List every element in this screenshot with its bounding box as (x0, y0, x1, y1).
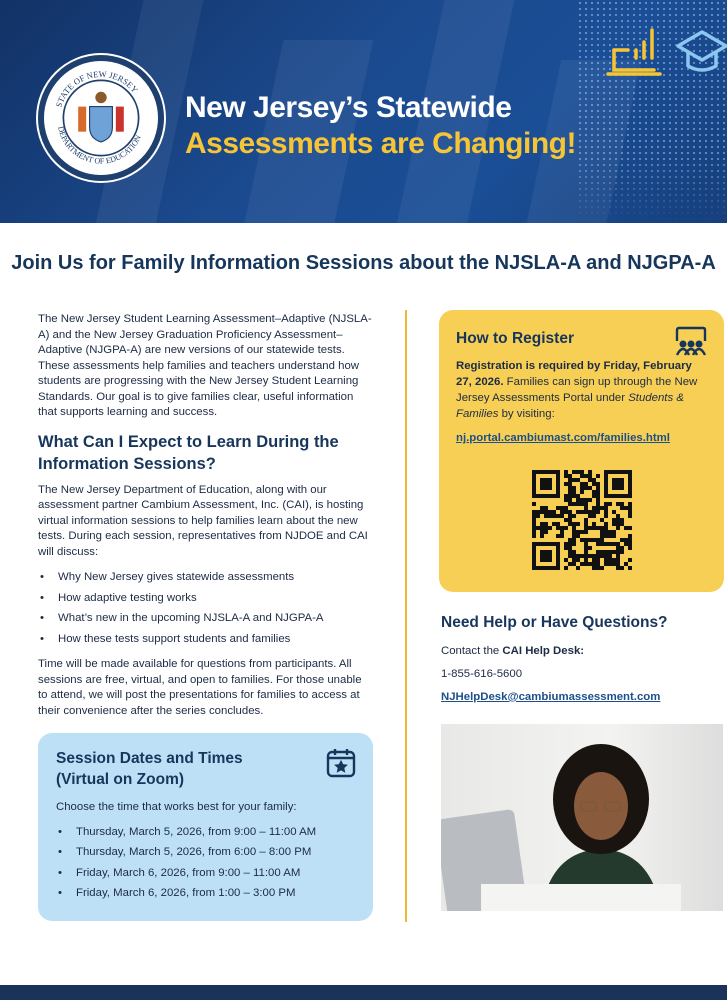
list-item: • What’s new in the upcoming NJSLA-A and NJGPA-A (38, 611, 373, 627)
expect-heading: What Can I Expect to Learn During the Information Sessions? (38, 432, 339, 473)
qr-code[interactable] (532, 470, 632, 570)
session-dates-box (38, 733, 373, 921)
banner-title (185, 90, 576, 162)
page-headline: Join Us for Family Information Sessions about the NJSLA-A and NJGPA-A (11, 252, 716, 274)
register-text1: Families can sign up through the New Jersey Assessments Portal under (456, 376, 698, 404)
intro-paragraph: The New Jersey Student Learning Assessment–Adaptive (NJSLA-A) and the New Jersey Graduation Proficiency Assessment–Adaptive (NJGPA-A) are new versions of our statewide tests. These assessments help families and teachers understand how students are progressing with the New Jersey Student Learning Standards. Our goal is to give families clear, useful information that supports learning and success. (38, 313, 372, 418)
people-group-icon (674, 325, 708, 359)
footer-bar (0, 985, 727, 1000)
session-intro: Choose the time that works best for your family: (56, 801, 297, 813)
session-item: • Thursday, March 5, 2026, from 9:00 – 11:00 AM (56, 825, 355, 841)
student-photo (441, 724, 723, 911)
list-item: • How these tests support students and families (38, 632, 373, 648)
session-heading-line1: Session Dates and Times (56, 750, 243, 767)
help-section (441, 612, 723, 713)
banner-title-line1: New Jersey’s Statewide (185, 91, 512, 124)
banner-title-line2: Assessments are Changing! (185, 127, 576, 160)
calendar-icon (325, 747, 357, 779)
portal-link[interactable]: nj.portal.cambiumast.com/families.html (456, 432, 670, 444)
help-contact (441, 644, 723, 659)
list-item: • Why New Jersey gives statewide assessments (38, 570, 373, 586)
help-phone: 1-855-616-5600 (441, 668, 523, 680)
graduation-cap-icon (676, 28, 727, 80)
session-list (56, 825, 355, 902)
svg-text:STATE OF NEW JERSEY: STATE OF NEW JERSEY (53, 68, 141, 109)
session-item: • Friday, March 6, 2026, from 9:00 – 11:00 AM (56, 866, 355, 882)
register-text (456, 358, 707, 422)
help-desk-label: CAI Help Desk: (502, 645, 585, 657)
register-text2: by visiting: (498, 408, 555, 420)
svg-text:DEPARTMENT OF EDUCATION: DEPARTMENT OF EDUCATION (56, 125, 143, 166)
closing-paragraph: Time will be made available for questions from participants. All sessions are free, virtual, and open to families. For those unable to attend, we will post the presentations for families to access at their convenience after the series concludes. (38, 658, 362, 717)
register-heading: How to Register (456, 330, 574, 347)
session-item: • Friday, March 6, 2026, from 1:00 – 3:00 PM (56, 886, 355, 902)
help-heading: Need Help or Have Questions? (441, 614, 668, 631)
help-contact-prefix: Contact the (441, 645, 503, 657)
header-banner (0, 0, 727, 223)
register-deadline: Registration is required by Friday, February 27, 2026. (456, 360, 692, 388)
list-item: • How adaptive testing works (38, 591, 373, 607)
topics-list (38, 570, 373, 647)
expect-body: The New Jersey Department of Education, along with our assessment partner Cambium Assessment, Inc. (CAI), is hosting virtual information sessions to help families learn about the new tests. During each session, representatives from NJDOE and CAI will discuss: (38, 483, 368, 558)
session-heading-line2: (Virtual on Zoom) (56, 771, 185, 788)
help-email-link[interactable]: NJHelpDesk@cambiumassessment.com (441, 691, 661, 703)
session-heading (56, 748, 355, 790)
register-box (439, 310, 724, 592)
left-column (38, 312, 373, 921)
register-italic: Students & Families (456, 392, 684, 420)
nj-doe-seal-logo (38, 55, 164, 181)
laptop-chart-icon (606, 28, 664, 80)
session-item: • Thursday, March 5, 2026, from 6:00 – 8:00 PM (56, 845, 355, 861)
column-divider (405, 310, 407, 922)
